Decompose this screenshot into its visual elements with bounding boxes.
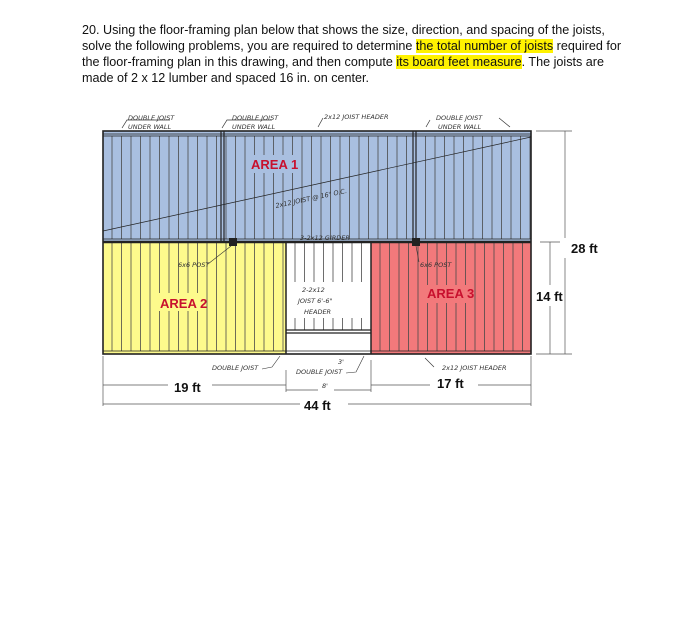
label-double-joist-right: DOUBLE JOIST xyxy=(436,114,483,122)
question-part-3: . The joists are made of 2 x 12 lumber and spaced 16 in. on center. xyxy=(82,55,605,85)
dim-depth-total: 28 ft xyxy=(571,241,598,256)
label-dim-3ft: 3' xyxy=(338,358,344,366)
highlight-total-joists: the total number of joists xyxy=(415,39,554,53)
dim-width-right: 17 ft xyxy=(437,376,464,391)
label-double-joist-bottom-left: DOUBLE JOIST xyxy=(212,364,259,372)
post-left xyxy=(229,238,237,246)
label-joist-spacing: 2x12 JOIST @ 16" O.C. xyxy=(274,186,348,210)
label-post-left: 6x6 POST xyxy=(178,261,210,269)
top-annotations xyxy=(122,113,510,131)
label-under-wall-right: UNDER WALL xyxy=(438,123,482,131)
highlight-board-feet: its board feet measure xyxy=(396,55,522,69)
question-part-2: required for the floor-framing plan in this drawing, and then compute xyxy=(82,39,622,69)
label-double-joist-mid: DOUBLE JOIST xyxy=(232,114,279,122)
post-right xyxy=(412,238,420,246)
label-joist-header-bottom: 2x12 JOIST HEADER xyxy=(442,364,507,372)
label-under-wall-mid: UNDER WALL xyxy=(232,123,276,131)
area-3-label: AREA 3 xyxy=(427,286,475,301)
question-part-1: 20. Using the floor-framing plan below that shows the size, direction, and spacing of the joists, solve the following problems, you are required to determine xyxy=(82,23,605,53)
label-post-right: 6x6 POST xyxy=(420,261,452,269)
area-1-label: AREA 1 xyxy=(251,157,299,172)
area-1-fill xyxy=(103,131,531,242)
dim-depth-lower: 14 ft xyxy=(536,289,563,304)
label-double-joist-left: DOUBLE JOIST xyxy=(128,114,175,122)
area-2-label: AREA 2 xyxy=(160,296,208,311)
label-joist-header-top: 2x12 JOIST HEADER xyxy=(324,113,389,121)
label-header-line3: HEADER xyxy=(304,308,332,316)
label-under-wall-left: UNDER WALL xyxy=(128,123,172,131)
label-header-line1: 2-2x12 xyxy=(302,286,325,294)
label-header-line2: JOIST 6'-6" xyxy=(298,297,333,305)
dim-width-left: 19 ft xyxy=(174,380,201,395)
label-dim-8ft: 8' xyxy=(322,382,328,390)
label-double-joist-bottom-mid: DOUBLE JOIST xyxy=(296,368,343,376)
label-girder: 3-2x12 GIRDER xyxy=(300,234,350,242)
dim-width-total: 44 ft xyxy=(304,398,331,413)
